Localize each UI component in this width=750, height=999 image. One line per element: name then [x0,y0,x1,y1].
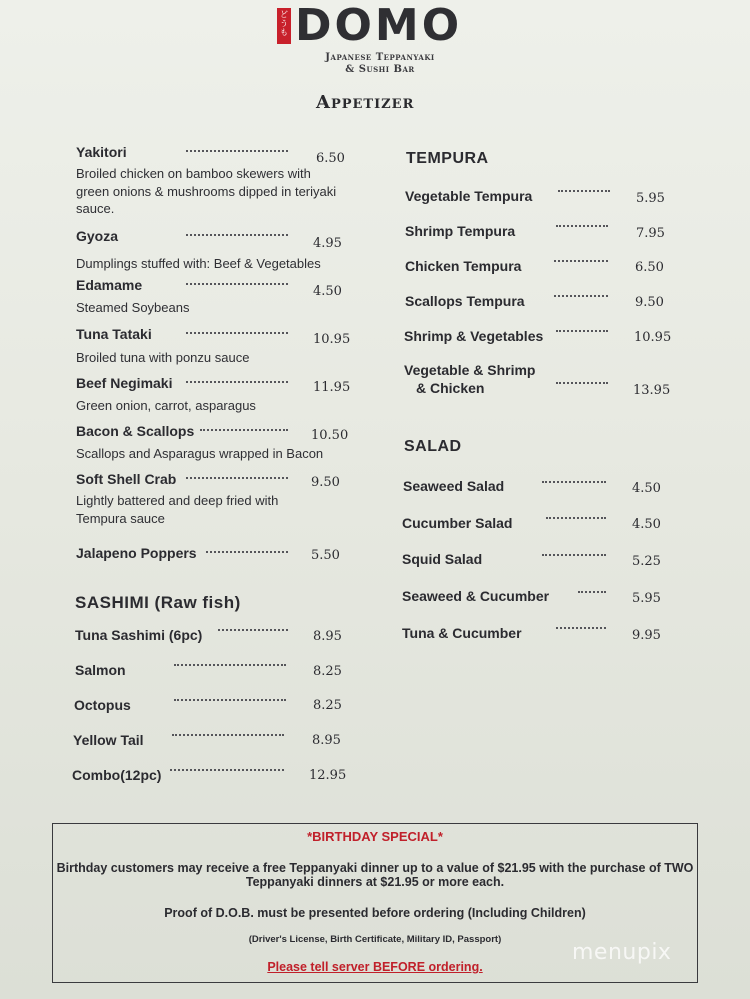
tempura-name: Shrimp Tempura [405,223,516,239]
sashimi-price: 8.25 [313,664,342,679]
tempura-price: 13.95 [633,383,671,398]
salad-name: Cucumber Salad [402,515,513,531]
birthday-special-title: *BIRTHDAY SPECIAL* [307,829,443,844]
birthday-special-text: Birthday customers may receive a free Teppanyaki dinner up to a value of $21.95 with the purchase of TWO [56,861,694,875]
tempura-price: 9.50 [635,295,664,310]
sashimi-price: 8.95 [313,629,342,644]
appetizer-name: Bacon & Scallops [76,423,195,439]
sashimi-heading: SASHIMI (Raw fish) [75,593,241,612]
restaurant-logo [277,0,463,51]
salad-price: 5.25 [632,554,661,569]
sashimi-name: Tuna Sashimi (6pc) [75,627,203,643]
tempura-heading: TEMPURA [406,150,489,167]
leader-dots [200,425,288,431]
salad-name: Seaweed & Cucumber [402,588,550,604]
salad-price: 5.95 [632,591,661,606]
leader-dots [554,291,608,297]
appetizer-name: Beef Negimaki [76,375,173,391]
logo-wordmark: DOMO [295,0,463,51]
salad-price: 4.50 [632,481,661,496]
sashimi-name: Salmon [75,662,126,678]
sashimi-name: Yellow Tail [73,732,144,748]
leader-dots [174,695,286,701]
leader-dots [546,513,606,519]
appetizer-description: Broiled tuna with ponzu sauce [76,350,250,365]
appetizer-description: sauce. [76,201,115,216]
appetizer-name: Soft Shell Crab [76,471,177,487]
tempura-name: Chicken Tempura [405,258,522,274]
leader-dots [218,625,288,631]
appetizer-name: Tuna Tataki [76,326,152,342]
leader-dots [186,328,288,334]
leader-dots [542,477,606,483]
sashimi-name: Octopus [74,697,131,713]
restaurant-subtitle-line1: Japanese Teppanyaki [325,52,435,63]
leader-dots [558,186,610,192]
leader-dots [206,547,288,553]
appetizer-name: Jalapeno Poppers [76,545,197,561]
leader-dots [186,279,288,285]
tempura-name-continued: & Chicken [416,380,485,396]
appetizer-description: Lightly battered and deep fried with [76,493,279,508]
appetizer-heading: Appetizer [316,92,415,113]
sashimi-price: 8.95 [312,733,341,748]
appetizer-price: 4.95 [313,236,342,251]
appetizer-price: 4.50 [313,284,342,299]
sashimi-name: Combo(12pc) [72,767,162,783]
tempura-name: Vegetable & Shrimp [404,362,536,378]
leader-dots [186,146,288,152]
leader-dots [170,765,284,771]
leader-dots [556,378,608,384]
menupix-watermark: menupix [572,940,672,965]
tempura-name: Vegetable Tempura [405,188,533,204]
appetizer-description: Broiled chicken on bamboo skewers with [76,166,311,181]
appetizer-name: Yakitori [76,144,127,160]
appetizer-price: 5.50 [311,548,340,563]
appetizer-description: Tempura sauce [76,511,165,526]
appetizer-name: Gyoza [76,228,119,244]
appetizer-description: Dumplings stuffed with: Beef & Vegetables [76,256,321,271]
appetizer-description: Steamed Soybeans [76,300,190,315]
appetizer-price: 9.50 [311,475,340,490]
appetizer-price: 11.95 [313,380,351,395]
leader-dots [186,377,288,383]
appetizer-price: 6.50 [316,151,345,166]
salad-name: Squid Salad [402,551,483,567]
sashimi-price: 8.25 [313,698,342,713]
salad-name: Seaweed Salad [403,478,505,494]
birthday-special-text: Teppanyaki dinners at $21.95 or more each. [245,875,505,889]
tempura-price: 10.95 [634,330,672,345]
birthday-id-list: (Driver's License, Birth Certificate, Military ID, Passport) [248,934,502,945]
salad-price: 9.95 [632,628,661,643]
leader-dots [186,230,288,236]
sashimi-price: 12.95 [309,768,347,783]
leader-dots [172,730,284,736]
leader-dots [554,256,608,262]
appetizer-price: 10.50 [311,428,349,443]
appetizer-description: green onions & mushrooms dipped in teriyaki [76,184,337,199]
appetizer-name: Edamame [76,277,143,293]
tempura-price: 7.95 [636,226,665,241]
tempura-price: 5.95 [636,191,665,206]
tempura-name: Scallops Tempura [405,293,525,309]
leader-dots [556,221,608,227]
leader-dots [556,326,608,332]
leader-dots [578,587,606,593]
birthday-proof-text: Proof of D.O.B. must be presented before ordering (Including Children) [164,906,586,920]
tempura-name: Shrimp & Vegetables [404,328,544,344]
restaurant-subtitle-line2: & Sushi Bar [345,64,415,75]
logo-seal: どう も [277,8,291,44]
leader-dots [556,623,606,629]
appetizer-price: 10.95 [313,332,351,347]
appetizer-description: Green onion, carrot, asparagus [76,398,256,413]
salad-price: 4.50 [632,517,661,532]
birthday-notice: Please tell server BEFORE ordering. [267,960,483,974]
leader-dots [186,473,288,479]
salad-name: Tuna & Cucumber [402,625,522,641]
leader-dots [542,550,606,556]
appetizer-description: Scallops and Asparagus wrapped in Bacon [76,446,324,461]
leader-dots [174,660,286,666]
tempura-price: 6.50 [635,260,664,275]
salad-heading: SALAD [404,438,462,455]
